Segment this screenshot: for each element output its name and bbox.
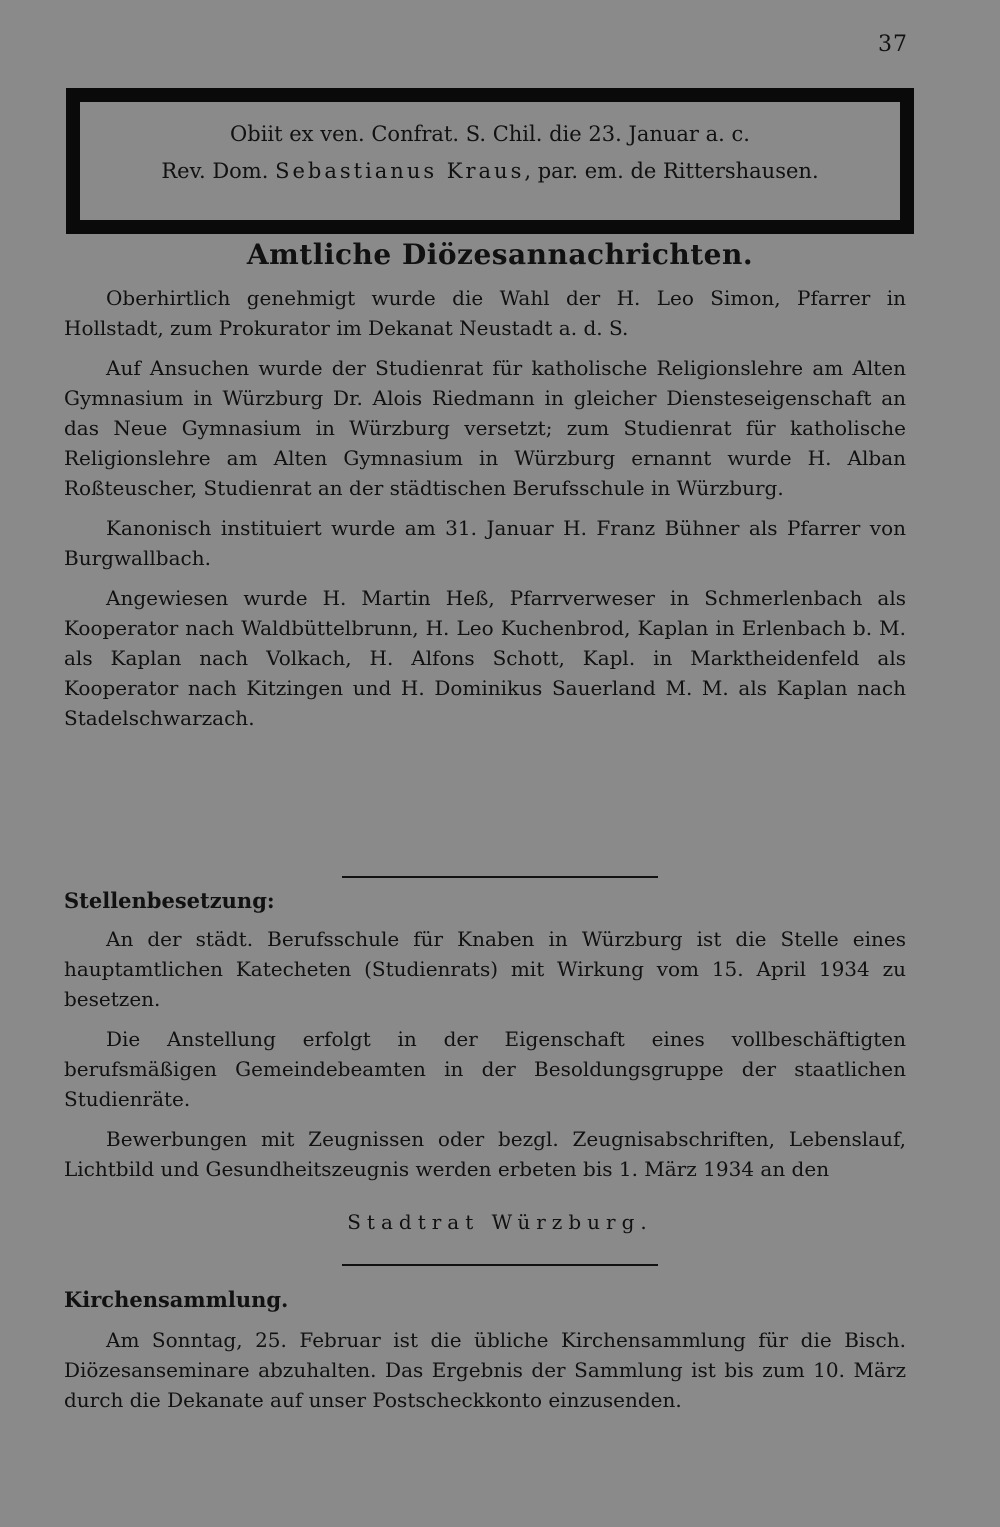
section-divider	[342, 1264, 658, 1266]
news-paragraph: Auf Ansuchen wurde der Studienrat für katholische Religionslehre am Alten Gymnasium in Würzburg Dr. Alois Riedmann in gleicher Diensteseigenschaft an das Neue Gymnasium in Würzburg versetzt; zum Studienrat für katholische Religionslehre am Alten Gymnasium in Würzburg ernannt wurde H. Alban Roßteuscher, Studienrat an der städtischen Berufsschule in Würzburg.	[64, 356, 906, 500]
stellen-paragraph: Bewerbungen mit Zeugnissen oder bezgl. Zeugnisabschriften, Lebenslauf, Lichtbild und Gesundheitszeugnis werden erbeten bis 1. März 1934 an den	[64, 1127, 906, 1181]
news-paragraph: Angewiesen wurde H. Martin Heß, Pfarrverweser in Schmerlenbach als Kooperator nach Waldbüttelbrunn, H. Leo Kuchenbrod, Kaplan in Erlenbach b. M. als Kaplan nach Volkach, H. Alfons Schott, Kapl. in Marktheidenfeld als Kooperator nach Kitzingen und H. Dominikus Sauerland M. M. als Kaplan nach Stadelschwarzach.	[64, 586, 906, 730]
news-paragraph: Oberhirtlich genehmigt wurde die Wahl der H. Leo Simon, Pfarrer in Hollstadt, zum Prokurator im Dekanat Neustadt a. d. S.	[64, 286, 906, 340]
stellen-paragraph: Die Anstellung erfolgt in der Eigenschaft eines vollbeschäftigten berufsmäßigen Gemeindebeamten in der Besoldungsgruppe der staatlichen Studienräte.	[64, 1027, 906, 1111]
kirchen-section	[64, 1325, 906, 1425]
obituary-line-2	[80, 153, 900, 190]
obituary-suffix: , par. em. de Rittershausen.	[524, 159, 819, 183]
stellen-section	[64, 924, 906, 1194]
obituary-box	[66, 88, 914, 234]
obituary-prefix: Rev. Dom.	[161, 159, 276, 183]
kirchen-paragraph: Am Sonntag, 25. Februar ist die übliche Kirchensammlung für die Bisch. Diözesanseminare abzuhalten. Das Ergebnis der Sammlung ist bis zum 10. März durch die Dekanate auf unser Postscheckkonto einzusenden.	[64, 1328, 906, 1412]
stellen-heading: Stellenbesetzung:	[64, 888, 275, 913]
diocesan-news-section	[64, 283, 906, 743]
page-title: Amtliche Diözesannachrichten.	[246, 238, 754, 271]
obituary-line-1: Obiit ex ven. Confrat. S. Chil. die 23. Januar a. c.	[230, 122, 750, 146]
kirchen-heading: Kirchensammlung.	[64, 1287, 289, 1312]
section-divider	[342, 876, 658, 878]
news-paragraph: Kanonisch instituiert wurde am 31. Januar H. Franz Bühner als Pfarrer von Burgwallbach.	[64, 516, 906, 570]
signature: Stadtrat Würzburg.	[347, 1210, 653, 1234]
page-number: 37	[878, 32, 908, 57]
obituary-name: Sebastianus Kraus	[275, 159, 525, 183]
stellen-paragraph: An der städt. Berufsschule für Knaben in Würzburg ist die Stelle eines hauptamtlichen Katecheten (Studienrats) mit Wirkung vom 15. April 1934 zu besetzen.	[64, 927, 906, 1011]
